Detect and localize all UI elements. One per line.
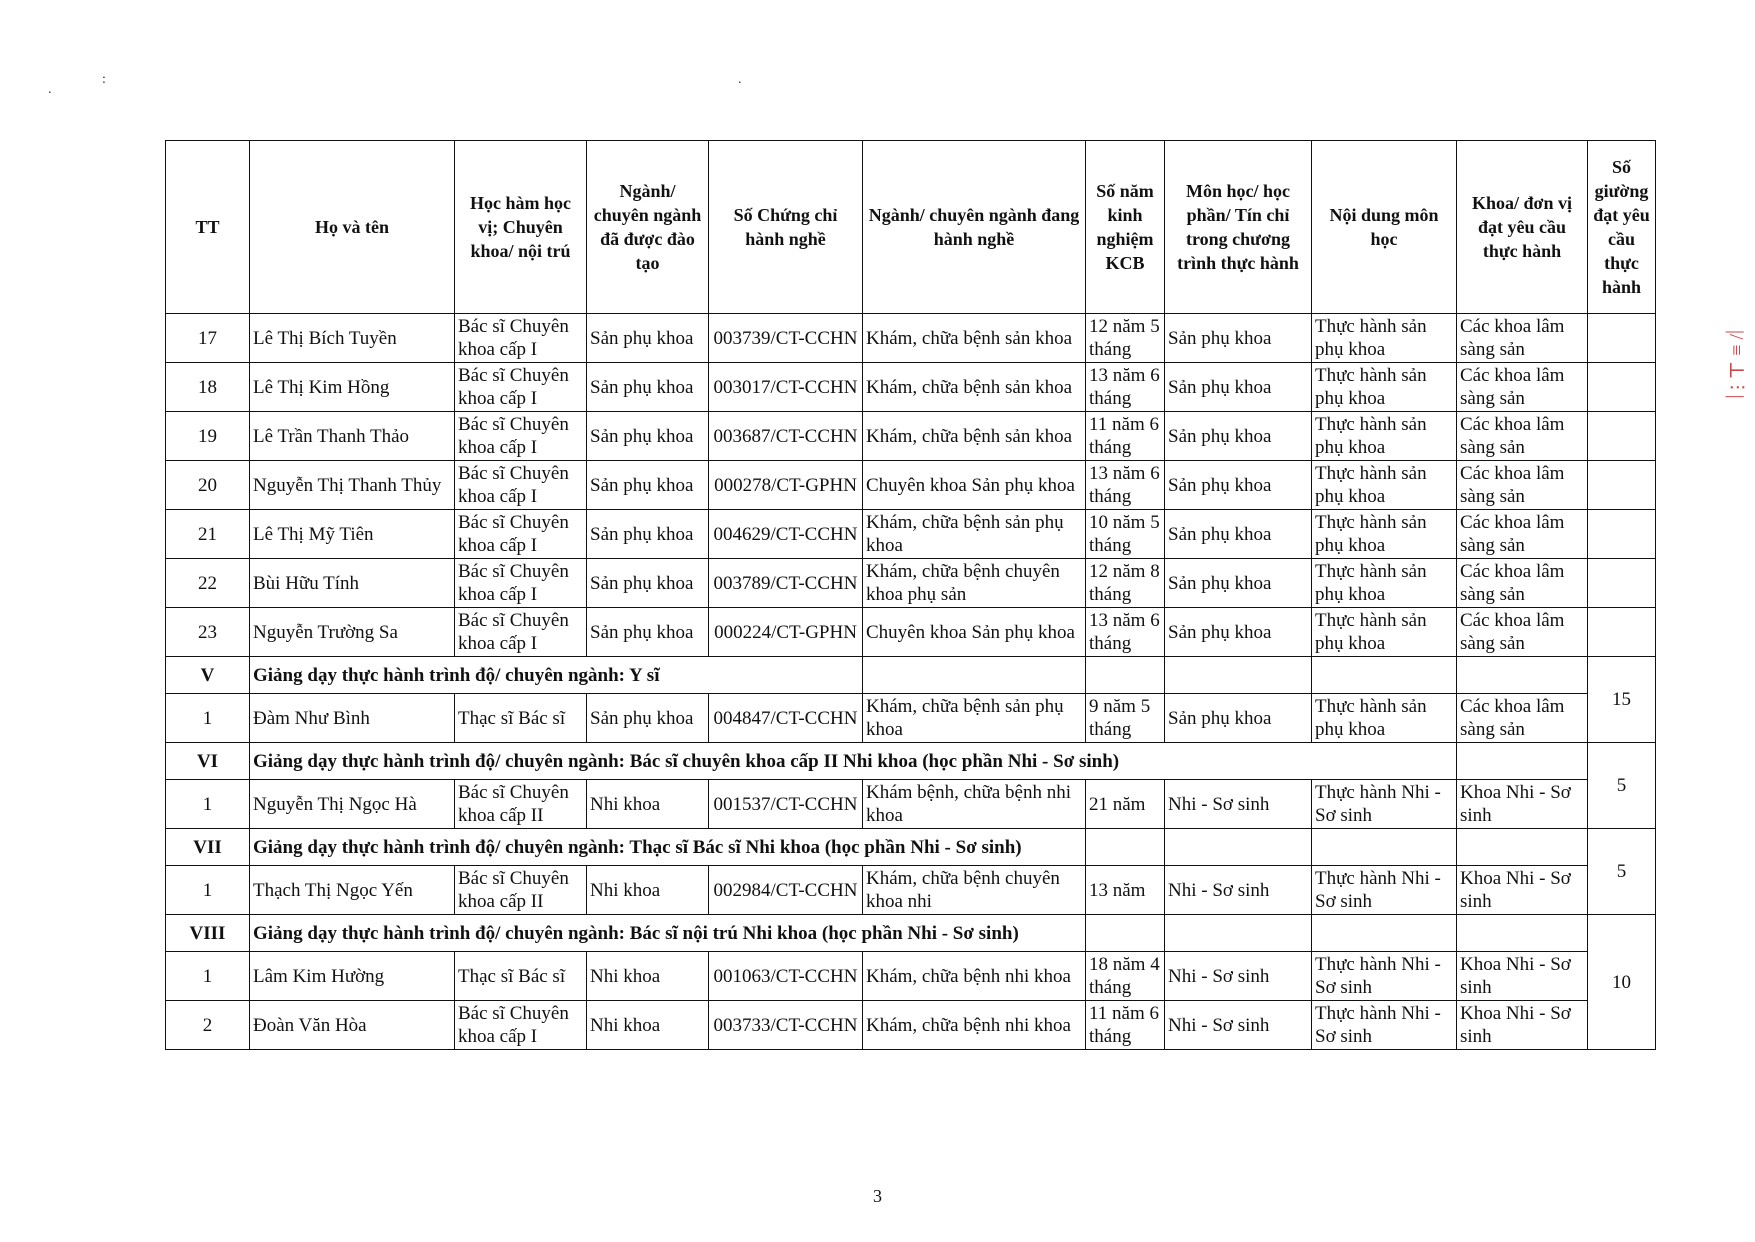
cell-years: 13 năm 6 tháng: [1086, 461, 1165, 510]
cell-practice: Khám bệnh, chữa bệnh nhi khoa: [863, 780, 1086, 829]
cell-years: 10 năm 5 tháng: [1086, 510, 1165, 559]
cell-tt: 1: [166, 780, 250, 829]
cell-subject: Sản phụ khoa: [1165, 510, 1312, 559]
cell-name: Nguyễn Thị Ngọc Hà: [250, 780, 455, 829]
cell-dept: Các khoa lâm sàng sản: [1457, 412, 1588, 461]
cell-trained: Sản phụ khoa: [587, 694, 709, 743]
red-stamp-mark: |/ ≡ ⊥ ⫶ |: [1725, 330, 1747, 399]
section-number: VIII: [166, 915, 250, 952]
cell-degree: Bác sĩ Chuyên khoa cấp I: [455, 314, 587, 363]
cell-name: Lê Thị Bích Tuyền: [250, 314, 455, 363]
cell-dept: Khoa Nhi - Sơ sinh: [1457, 780, 1588, 829]
cell-years: 13 năm: [1086, 866, 1165, 915]
cell-dept: Các khoa lâm sàng sản: [1457, 559, 1588, 608]
cell-years: 12 năm 5 tháng: [1086, 314, 1165, 363]
header-years: Số năm kinh nghiệm KCB: [1086, 141, 1165, 314]
cell-name: Thạch Thị Ngọc Yến: [250, 866, 455, 915]
scan-speck: .: [738, 72, 742, 87]
cell-content: Thực hành Nhi - Sơ sinh: [1312, 780, 1457, 829]
section-row: [166, 657, 1656, 694]
cell-degree: Bác sĩ Chuyên khoa cấp I: [455, 412, 587, 461]
cell-beds: [1588, 510, 1656, 559]
section-title: Giảng dạy thực hành trình độ/ chuyên ngành: Thạc sĩ Bác sĩ Nhi khoa (học phần Nhi - Sơ sinh): [250, 829, 1086, 866]
cell-degree: Thạc sĩ Bác sĩ: [455, 952, 587, 1001]
cell-practice: Khám, chữa bệnh sản phụ khoa: [863, 694, 1086, 743]
cell-dept: Khoa Nhi - Sơ sinh: [1457, 1001, 1588, 1050]
beds-cell: 10: [1588, 915, 1656, 1050]
cell-degree: Thạc sĩ Bác sĩ: [455, 694, 587, 743]
cell-trained: Sản phụ khoa: [587, 608, 709, 657]
cell-degree: Bác sĩ Chuyên khoa cấp I: [455, 363, 587, 412]
cell-subject: Sản phụ khoa: [1165, 314, 1312, 363]
cell-content: Thực hành sản phụ khoa: [1312, 314, 1457, 363]
cell-practice: Khám, chữa bệnh sản khoa: [863, 314, 1086, 363]
cell-practice: Khám, chữa bệnh nhi khoa: [863, 1001, 1086, 1050]
table-row: [166, 866, 1656, 915]
cell-trained: Sản phụ khoa: [587, 314, 709, 363]
cell-subject: Sản phụ khoa: [1165, 608, 1312, 657]
cell-tt: 1: [166, 694, 250, 743]
cell-name: Lê Thị Kim Hồng: [250, 363, 455, 412]
cell-subject: Sản phụ khoa: [1165, 559, 1312, 608]
cell-dept: Các khoa lâm sàng sản: [1457, 314, 1588, 363]
cell-name: Bùi Hữu Tính: [250, 559, 455, 608]
table-row: [166, 363, 1656, 412]
cell-years: 18 năm 4 tháng: [1086, 952, 1165, 1001]
cell-cert: 004847/CT-CCHN: [709, 694, 863, 743]
cell-subject: Sản phụ khoa: [1165, 412, 1312, 461]
cell-dept: Các khoa lâm sàng sản: [1457, 363, 1588, 412]
cell-dept: Các khoa lâm sàng sản: [1457, 694, 1588, 743]
table-header-row: [166, 141, 1656, 314]
cell-years: 12 năm 8 tháng: [1086, 559, 1165, 608]
cell-content: Thực hành Nhi - Sơ sinh: [1312, 866, 1457, 915]
cell-practice: Khám, chữa bệnh chuyên khoa phụ sản: [863, 559, 1086, 608]
cell-name: Nguyễn Thị Thanh Thủy: [250, 461, 455, 510]
beds-cell: 15: [1588, 657, 1656, 743]
cell-beds: [1588, 461, 1656, 510]
cell-trained: Sản phụ khoa: [587, 510, 709, 559]
cell-beds: [1588, 412, 1656, 461]
cell-content: Thực hành sản phụ khoa: [1312, 461, 1457, 510]
scan-speck: .: [48, 82, 52, 97]
cell-subject: Nhi - Sơ sinh: [1165, 952, 1312, 1001]
cell-beds: [1588, 559, 1656, 608]
section-title: Giảng dạy thực hành trình độ/ chuyên ngành: Y sĩ: [250, 657, 863, 694]
cell-trained: Nhi khoa: [587, 780, 709, 829]
cell-cert: 002984/CT-CCHN: [709, 866, 863, 915]
header-beds: Số giường đạt yêu cầu thực hành: [1588, 141, 1656, 314]
table-row: [166, 780, 1656, 829]
section-number: V: [166, 657, 250, 694]
header-dept: Khoa/ đơn vị đạt yêu cầu thực hành: [1457, 141, 1588, 314]
cell-cert: 003739/CT-CCHN: [709, 314, 863, 363]
cell-content: Thực hành Nhi - Sơ sinh: [1312, 1001, 1457, 1050]
section-row: [166, 829, 1656, 866]
cell-content: Thực hành sản phụ khoa: [1312, 363, 1457, 412]
cell-subject: Nhi - Sơ sinh: [1165, 780, 1312, 829]
cell-cert: 003017/CT-CCHN: [709, 363, 863, 412]
cell-tt: 23: [166, 608, 250, 657]
cell-cert: 000278/CT-GPHN: [709, 461, 863, 510]
cell-tt: 20: [166, 461, 250, 510]
table-row: [166, 694, 1656, 743]
header-trained: Ngành/ chuyên ngành đã được đào tạo: [587, 141, 709, 314]
cell-dept: Khoa Nhi - Sơ sinh: [1457, 866, 1588, 915]
table-row: [166, 608, 1656, 657]
staff-table: [165, 140, 1656, 1050]
cell-cert: 000224/CT-GPHN: [709, 608, 863, 657]
section-number: VII: [166, 829, 250, 866]
cell-content: Thực hành Nhi - Sơ sinh: [1312, 952, 1457, 1001]
cell-trained: Sản phụ khoa: [587, 363, 709, 412]
cell-subject: Sản phụ khoa: [1165, 363, 1312, 412]
cell-cert: 001063/CT-CCHN: [709, 952, 863, 1001]
cell-subject: Nhi - Sơ sinh: [1165, 866, 1312, 915]
cell-name: Đoàn Văn Hòa: [250, 1001, 455, 1050]
cell-degree: Bác sĩ Chuyên khoa cấp I: [455, 1001, 587, 1050]
cell-name: Nguyễn Trường Sa: [250, 608, 455, 657]
cell-tt: 1: [166, 866, 250, 915]
header-content: Nội dung môn học: [1312, 141, 1457, 314]
section-row: [166, 743, 1656, 780]
cell-trained: Sản phụ khoa: [587, 412, 709, 461]
staff-table-container: [165, 140, 1655, 1050]
cell-trained: Nhi khoa: [587, 1001, 709, 1050]
cell-practice: Khám, chữa bệnh chuyên khoa nhi: [863, 866, 1086, 915]
cell-dept: Khoa Nhi - Sơ sinh: [1457, 952, 1588, 1001]
cell-practice: Chuyên khoa Sản phụ khoa: [863, 461, 1086, 510]
cell-name: Lâm Kim Hường: [250, 952, 455, 1001]
cell-subject: Sản phụ khoa: [1165, 694, 1312, 743]
cell-name: Lê Thị Mỹ Tiên: [250, 510, 455, 559]
cell-years: 11 năm 6 tháng: [1086, 1001, 1165, 1050]
scan-speck: :: [102, 72, 106, 87]
table-body: [166, 314, 1656, 1050]
cell-practice: Khám, chữa bệnh sản phụ khoa: [863, 510, 1086, 559]
section-number: VI: [166, 743, 250, 780]
table-row: [166, 952, 1656, 1001]
cell-dept: Các khoa lâm sàng sản: [1457, 608, 1588, 657]
cell-years: 21 năm: [1086, 780, 1165, 829]
cell-name: Lê Trần Thanh Thảo: [250, 412, 455, 461]
cell-degree: Bác sĩ Chuyên khoa cấp I: [455, 461, 587, 510]
cell-dept: Các khoa lâm sàng sản: [1457, 461, 1588, 510]
cell-name: Đàm Như Bình: [250, 694, 455, 743]
cell-tt: 21: [166, 510, 250, 559]
header-tt: TT: [166, 141, 250, 314]
cell-cert: 003789/CT-CCHN: [709, 559, 863, 608]
cell-tt: 18: [166, 363, 250, 412]
cell-beds: [1588, 314, 1656, 363]
cell-content: Thực hành sản phụ khoa: [1312, 694, 1457, 743]
cell-degree: Bác sĩ Chuyên khoa cấp I: [455, 559, 587, 608]
cell-degree: Bác sĩ Chuyên khoa cấp II: [455, 866, 587, 915]
cell-subject: Sản phụ khoa: [1165, 461, 1312, 510]
table-row: [166, 510, 1656, 559]
table-row: [166, 559, 1656, 608]
cell-cert: 003733/CT-CCHN: [709, 1001, 863, 1050]
cell-practice: Chuyên khoa Sản phụ khoa: [863, 608, 1086, 657]
cell-tt: 22: [166, 559, 250, 608]
cell-dept: Các khoa lâm sàng sản: [1457, 510, 1588, 559]
cell-beds: [1588, 363, 1656, 412]
cell-beds: [1588, 608, 1656, 657]
cell-trained: Sản phụ khoa: [587, 461, 709, 510]
page-number: 3: [873, 1186, 882, 1206]
cell-years: 9 năm 5 tháng: [1086, 694, 1165, 743]
cell-practice: Khám, chữa bệnh sản khoa: [863, 363, 1086, 412]
cell-cert: 004629/CT-CCHN: [709, 510, 863, 559]
section-title: Giảng dạy thực hành trình độ/ chuyên ngành: Bác sĩ nội trú Nhi khoa (học phần Nhi - Sơ sinh): [250, 915, 1086, 952]
cell-years: 13 năm 6 tháng: [1086, 363, 1165, 412]
cell-trained: Nhi khoa: [587, 866, 709, 915]
beds-cell: 5: [1588, 829, 1656, 915]
table-row: [166, 1001, 1656, 1050]
cell-degree: Bác sĩ Chuyên khoa cấp I: [455, 510, 587, 559]
cell-tt: 2: [166, 1001, 250, 1050]
cell-practice: Khám, chữa bệnh nhi khoa: [863, 952, 1086, 1001]
cell-practice: Khám, chữa bệnh sản khoa: [863, 412, 1086, 461]
header-name: Họ và tên: [250, 141, 455, 314]
cell-cert: 001537/CT-CCHN: [709, 780, 863, 829]
beds-cell: 5: [1588, 743, 1656, 829]
table-row: [166, 461, 1656, 510]
table-row: [166, 412, 1656, 461]
cell-content: Thực hành sản phụ khoa: [1312, 510, 1457, 559]
cell-tt: 1: [166, 952, 250, 1001]
cell-trained: Nhi khoa: [587, 952, 709, 1001]
section-row: [166, 915, 1656, 952]
table-row: [166, 314, 1656, 363]
cell-content: Thực hành sản phụ khoa: [1312, 412, 1457, 461]
header-subject: Môn học/ học phần/ Tín chỉ trong chương trình thực hành: [1165, 141, 1312, 314]
cell-years: 11 năm 6 tháng: [1086, 412, 1165, 461]
cell-content: Thực hành sản phụ khoa: [1312, 608, 1457, 657]
cell-degree: Bác sĩ Chuyên khoa cấp I: [455, 608, 587, 657]
header-practice: Ngành/ chuyên ngành đang hành nghề: [863, 141, 1086, 314]
cell-tt: 17: [166, 314, 250, 363]
section-title: Giảng dạy thực hành trình độ/ chuyên ngành: Bác sĩ chuyên khoa cấp II Nhi khoa (học phần Nhi - Sơ sinh): [250, 743, 1457, 780]
header-degree: Học hàm học vị; Chuyên khoa/ nội trú: [455, 141, 587, 314]
cell-trained: Sản phụ khoa: [587, 559, 709, 608]
cell-content: Thực hành sản phụ khoa: [1312, 559, 1457, 608]
cell-years: 13 năm 6 tháng: [1086, 608, 1165, 657]
cell-cert: 003687/CT-CCHN: [709, 412, 863, 461]
header-cert: Số Chứng chỉ hành nghề: [709, 141, 863, 314]
cell-degree: Bác sĩ Chuyên khoa cấp II: [455, 780, 587, 829]
cell-tt: 19: [166, 412, 250, 461]
cell-subject: Nhi - Sơ sinh: [1165, 1001, 1312, 1050]
